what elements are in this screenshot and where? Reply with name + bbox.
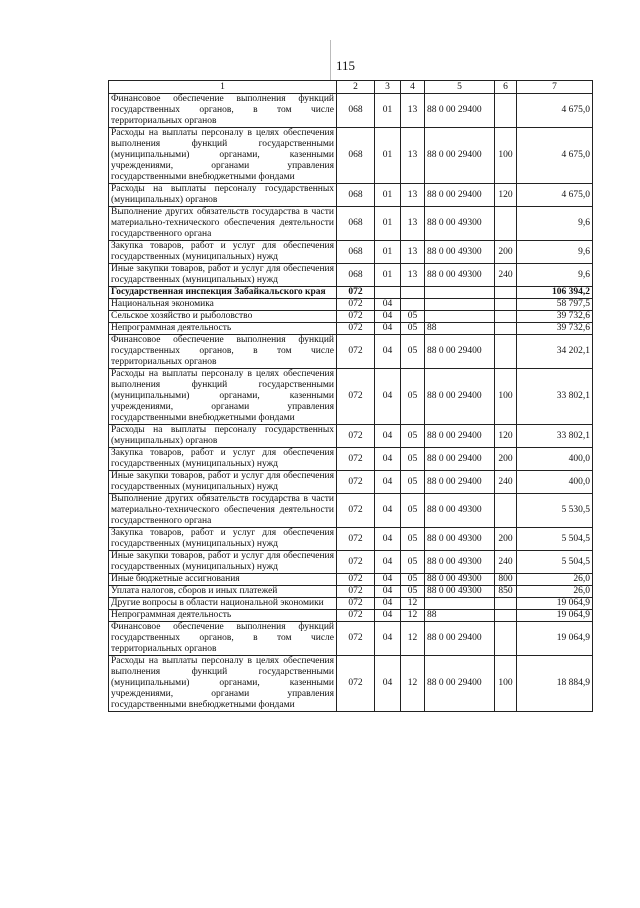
row-ministry-code: 068 xyxy=(337,128,375,184)
row-name: Уплата налогов, сборов и иных платежей xyxy=(109,586,337,598)
row-section-code: 04 xyxy=(375,610,401,622)
row-amount: 26,0 xyxy=(517,574,593,586)
table-row xyxy=(109,241,593,264)
row-expense-type xyxy=(495,598,517,610)
row-section-code xyxy=(375,287,401,299)
header-col-4: 4 xyxy=(401,81,425,94)
row-amount: 4 675,0 xyxy=(517,128,593,184)
table-row xyxy=(109,574,593,586)
row-section-code: 01 xyxy=(375,207,401,241)
row-expense-type: 100 xyxy=(495,369,517,425)
row-subsection-code: 12 xyxy=(401,598,425,610)
row-ministry-code: 068 xyxy=(337,264,375,287)
row-target-article: 88 0 00 49300 xyxy=(425,264,495,287)
row-expense-type xyxy=(495,207,517,241)
row-subsection-code: 13 xyxy=(401,264,425,287)
row-section-code: 01 xyxy=(375,94,401,128)
row-expense-type: 200 xyxy=(495,448,517,471)
row-subsection-code: 13 xyxy=(401,184,425,207)
row-expense-type: 200 xyxy=(495,528,517,551)
header-col-6: 6 xyxy=(495,81,517,94)
row-ministry-code: 072 xyxy=(337,586,375,598)
row-target-article: 88 0 00 29400 xyxy=(425,94,495,128)
row-expense-type: 120 xyxy=(495,425,517,448)
table-row xyxy=(109,656,593,712)
row-name: Расходы на выплаты персоналу в целях обеспечения выполнения функций государственными (муниципальными) органами, казенными учреждениями, органами управления государственными внебюджетными фондами xyxy=(109,656,337,712)
row-ministry-code: 072 xyxy=(337,622,375,656)
row-subsection-code: 05 xyxy=(401,323,425,335)
row-subsection-code: 05 xyxy=(401,494,425,528)
row-ministry-code: 072 xyxy=(337,610,375,622)
table-row xyxy=(109,207,593,241)
row-target-article: 88 0 00 49300 xyxy=(425,207,495,241)
table-row xyxy=(109,369,593,425)
row-target-article: 88 0 00 29400 xyxy=(425,184,495,207)
scan-margin-line xyxy=(330,40,331,80)
row-subsection-code: 05 xyxy=(401,311,425,323)
row-target-article: 88 0 00 29400 xyxy=(425,128,495,184)
row-subsection-code: 12 xyxy=(401,622,425,656)
row-amount: 4 675,0 xyxy=(517,94,593,128)
row-subsection-code: 05 xyxy=(401,369,425,425)
row-subsection-code: 13 xyxy=(401,207,425,241)
row-expense-type: 240 xyxy=(495,471,517,494)
header-col-1: 1 xyxy=(109,81,337,94)
page-number: 115 xyxy=(336,58,356,73)
row-expense-type xyxy=(495,94,517,128)
row-target-article: 88 0 00 29400 xyxy=(425,448,495,471)
row-expense-type xyxy=(495,323,517,335)
table-row xyxy=(109,448,593,471)
row-amount: 26,0 xyxy=(517,586,593,598)
row-name: Непрограммная деятельность xyxy=(109,610,337,622)
table-row xyxy=(109,287,593,299)
row-subsection-code: 05 xyxy=(401,586,425,598)
table-row xyxy=(109,610,593,622)
row-subsection-code: 12 xyxy=(401,610,425,622)
row-target-article: 88 0 00 29400 xyxy=(425,471,495,494)
row-amount: 9,6 xyxy=(517,241,593,264)
table-row xyxy=(109,94,593,128)
row-expense-type xyxy=(495,311,517,323)
row-target-article: 88 0 00 29400 xyxy=(425,335,495,369)
table-row xyxy=(109,494,593,528)
row-expense-type: 200 xyxy=(495,241,517,264)
row-amount: 18 884,9 xyxy=(517,656,593,712)
row-section-code: 04 xyxy=(375,311,401,323)
row-section-code: 04 xyxy=(375,574,401,586)
row-subsection-code xyxy=(401,299,425,311)
row-name: Расходы на выплаты персоналу государственных (муниципальных) органов xyxy=(109,184,337,207)
table-row xyxy=(109,184,593,207)
row-subsection-code: 05 xyxy=(401,471,425,494)
row-amount: 9,6 xyxy=(517,264,593,287)
row-amount: 400,0 xyxy=(517,448,593,471)
table-row xyxy=(109,471,593,494)
row-name: Сельское хозяйство и рыболовство xyxy=(109,311,337,323)
row-section-code: 04 xyxy=(375,369,401,425)
table-header-row xyxy=(109,81,593,94)
table-row xyxy=(109,598,593,610)
row-amount: 33 802,1 xyxy=(517,425,593,448)
row-target-article: 88 0 00 29400 xyxy=(425,656,495,712)
row-name: Выполнение других обязательств государства в части материально-технического обеспечения деятельности государственного органа xyxy=(109,494,337,528)
row-expense-type: 100 xyxy=(495,656,517,712)
row-section-code: 04 xyxy=(375,335,401,369)
row-name: Иные бюджетные ассигнования xyxy=(109,574,337,586)
row-name: Государственная инспекция Забайкальского края xyxy=(109,287,337,299)
row-subsection-code: 13 xyxy=(401,94,425,128)
row-ministry-code: 072 xyxy=(337,425,375,448)
row-target-article: 88 0 00 49300 xyxy=(425,528,495,551)
budget-table xyxy=(108,80,593,712)
row-ministry-code: 072 xyxy=(337,335,375,369)
row-ministry-code: 072 xyxy=(337,323,375,335)
table-row xyxy=(109,425,593,448)
row-name: Расходы на выплаты персоналу в целях обеспечения выполнения функций государственными (муниципальными) органами, казенными учреждениями, органами управления государственными внебюджетными фондами xyxy=(109,369,337,425)
row-name: Иные закупки товаров, работ и услуг для обеспечения государственных (муниципальных) нужд xyxy=(109,471,337,494)
row-target-article: 88 0 00 29400 xyxy=(425,425,495,448)
row-name: Финансовое обеспечение выполнения функций государственных органов, в том числе территориальных органов xyxy=(109,335,337,369)
row-subsection-code: 13 xyxy=(401,241,425,264)
header-col-5: 5 xyxy=(425,81,495,94)
row-amount: 39 732,6 xyxy=(517,323,593,335)
row-section-code: 04 xyxy=(375,448,401,471)
row-name: Иные закупки товаров, работ и услуг для обеспечения государственных (муниципальных) нужд xyxy=(109,264,337,287)
table-row xyxy=(109,299,593,311)
row-target-article: 88 0 00 49300 xyxy=(425,494,495,528)
header-col-7: 7 xyxy=(517,81,593,94)
row-ministry-code: 072 xyxy=(337,494,375,528)
row-ministry-code: 072 xyxy=(337,369,375,425)
row-expense-type xyxy=(495,622,517,656)
row-subsection-code: 05 xyxy=(401,448,425,471)
row-ministry-code: 072 xyxy=(337,528,375,551)
row-expense-type xyxy=(495,494,517,528)
row-name: Другие вопросы в области национальной экономики xyxy=(109,598,337,610)
row-amount: 39 732,6 xyxy=(517,311,593,323)
row-amount: 33 802,1 xyxy=(517,369,593,425)
row-name: Закупка товаров, работ и услуг для обеспечения государственных (муниципальных) нужд xyxy=(109,528,337,551)
row-ministry-code: 072 xyxy=(337,448,375,471)
row-section-code: 04 xyxy=(375,471,401,494)
row-expense-type xyxy=(495,335,517,369)
table-body xyxy=(109,94,593,712)
row-amount: 19 064,9 xyxy=(517,610,593,622)
row-ministry-code: 072 xyxy=(337,574,375,586)
table-row xyxy=(109,551,593,574)
row-section-code: 04 xyxy=(375,494,401,528)
row-target-article: 88 xyxy=(425,323,495,335)
row-target-article xyxy=(425,287,495,299)
row-section-code: 04 xyxy=(375,622,401,656)
row-section-code: 04 xyxy=(375,551,401,574)
table-row xyxy=(109,264,593,287)
row-name: Иные закупки товаров, работ и услуг для обеспечения государственных (муниципальных) нужд xyxy=(109,551,337,574)
row-ministry-code: 072 xyxy=(337,551,375,574)
row-subsection-code: 05 xyxy=(401,551,425,574)
row-subsection-code: 13 xyxy=(401,128,425,184)
row-name: Закупка товаров, работ и услуг для обеспечения государственных (муниципальных) нужд xyxy=(109,241,337,264)
row-target-article: 88 0 00 49300 xyxy=(425,586,495,598)
row-target-article: 88 0 00 49300 xyxy=(425,241,495,264)
row-amount: 34 202,1 xyxy=(517,335,593,369)
row-section-code: 01 xyxy=(375,264,401,287)
row-target-article xyxy=(425,598,495,610)
row-amount: 19 064,9 xyxy=(517,598,593,610)
row-name: Непрограммная деятельность xyxy=(109,323,337,335)
table-row xyxy=(109,528,593,551)
row-amount: 400,0 xyxy=(517,471,593,494)
row-section-code: 04 xyxy=(375,586,401,598)
row-expense-type: 120 xyxy=(495,184,517,207)
row-amount: 106 394,2 xyxy=(517,287,593,299)
header-col-3: 3 xyxy=(375,81,401,94)
row-expense-type: 100 xyxy=(495,128,517,184)
row-section-code: 04 xyxy=(375,425,401,448)
row-ministry-code: 068 xyxy=(337,94,375,128)
row-expense-type: 850 xyxy=(495,586,517,598)
row-amount: 58 797,5 xyxy=(517,299,593,311)
row-ministry-code: 072 xyxy=(337,287,375,299)
row-expense-type: 240 xyxy=(495,264,517,287)
row-expense-type xyxy=(495,610,517,622)
row-name: Финансовое обеспечение выполнения функций государственных органов, в том числе территориальных органов xyxy=(109,94,337,128)
row-name: Расходы на выплаты персоналу государственных (муниципальных) органов xyxy=(109,425,337,448)
row-subsection-code: 05 xyxy=(401,574,425,586)
row-target-article xyxy=(425,299,495,311)
table-row xyxy=(109,586,593,598)
row-ministry-code: 068 xyxy=(337,241,375,264)
row-amount: 5 504,5 xyxy=(517,551,593,574)
row-expense-type xyxy=(495,299,517,311)
row-section-code: 04 xyxy=(375,598,401,610)
row-target-article: 88 xyxy=(425,610,495,622)
row-target-article xyxy=(425,311,495,323)
row-section-code: 04 xyxy=(375,299,401,311)
row-amount: 5 504,5 xyxy=(517,528,593,551)
row-expense-type: 800 xyxy=(495,574,517,586)
row-section-code: 01 xyxy=(375,241,401,264)
row-name: Финансовое обеспечение выполнения функций государственных органов, в том числе территориальных органов xyxy=(109,622,337,656)
row-ministry-code: 072 xyxy=(337,471,375,494)
table-row xyxy=(109,323,593,335)
row-amount: 19 064,9 xyxy=(517,622,593,656)
row-subsection-code xyxy=(401,287,425,299)
table-row xyxy=(109,311,593,323)
row-amount: 5 530,5 xyxy=(517,494,593,528)
row-name: Национальная экономика xyxy=(109,299,337,311)
row-subsection-code: 05 xyxy=(401,335,425,369)
row-section-code: 04 xyxy=(375,656,401,712)
row-expense-type xyxy=(495,287,517,299)
row-ministry-code: 072 xyxy=(337,656,375,712)
row-subsection-code: 05 xyxy=(401,425,425,448)
row-section-code: 04 xyxy=(375,323,401,335)
row-ministry-code: 072 xyxy=(337,311,375,323)
row-amount: 4 675,0 xyxy=(517,184,593,207)
row-name: Закупка товаров, работ и услуг для обеспечения государственных (муниципальных) нужд xyxy=(109,448,337,471)
table-row xyxy=(109,335,593,369)
row-target-article: 88 0 00 49300 xyxy=(425,574,495,586)
row-subsection-code: 12 xyxy=(401,656,425,712)
row-ministry-code: 072 xyxy=(337,299,375,311)
header-col-2: 2 xyxy=(337,81,375,94)
table-row xyxy=(109,128,593,184)
row-name: Расходы на выплаты персоналу в целях обеспечения выполнения функций государственными (муниципальными) органами, казенными учреждениями, органами управления государственными внебюджетными фондами xyxy=(109,128,337,184)
row-target-article: 88 0 00 29400 xyxy=(425,622,495,656)
row-section-code: 04 xyxy=(375,528,401,551)
table-row xyxy=(109,622,593,656)
row-ministry-code: 068 xyxy=(337,184,375,207)
row-section-code: 01 xyxy=(375,128,401,184)
row-ministry-code: 072 xyxy=(337,598,375,610)
row-subsection-code: 05 xyxy=(401,528,425,551)
row-ministry-code: 068 xyxy=(337,207,375,241)
row-section-code: 01 xyxy=(375,184,401,207)
row-target-article: 88 0 00 49300 xyxy=(425,551,495,574)
row-amount: 9,6 xyxy=(517,207,593,241)
row-name: Выполнение других обязательств государства в части материально-технического обеспечения деятельности государственного органа xyxy=(109,207,337,241)
row-target-article: 88 0 00 29400 xyxy=(425,369,495,425)
row-expense-type: 240 xyxy=(495,551,517,574)
